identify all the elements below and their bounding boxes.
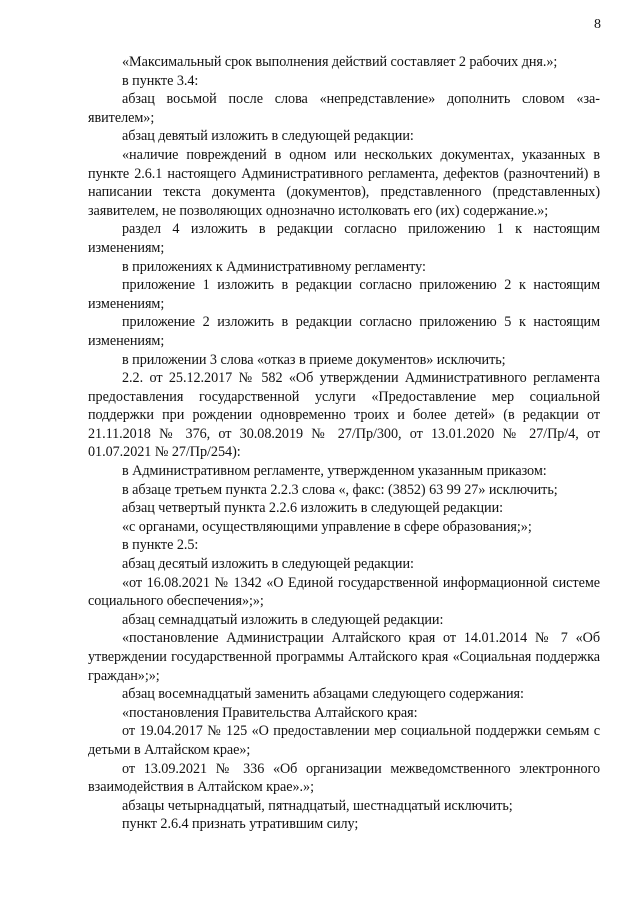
paragraph: от 13.09.2021 № 336 «Об организации межведомственного электронного взаимодействия в Алтайском крае».»; [88, 760, 600, 796]
paragraph: абзацы четырнадцатый, пятнадцатый, шестнадцатый исключить; [122, 797, 513, 814]
paragraph: в приложениях к Административному регламенту: [122, 258, 426, 275]
paragraph: «от 16.08.2021 № 1342 «О Единой государственной информационной системе социального обеспечения»;»; [88, 574, 600, 610]
paragraph: «постановление Администрации Алтайского края от 14.01.2014 № 7 «Об утверждении государственной программы Алтайского края «Социальная поддержка граждан»;»; [88, 630, 600, 684]
paragraph: в абзаце третьем пункта 2.2.3 слова «, факс: (3852) 63 99 27» исключить; [122, 481, 558, 498]
paragraph: в приложении 3 слова «отказ в приеме документов» исключить; [122, 351, 506, 368]
paragraph: абзац четвертый пункта 2.2.6 изложить в следующей редакции: [122, 500, 504, 517]
paragraph: раздел 4 изложить в редакции согласно приложению 1 к настоящим изменениям; [88, 221, 600, 256]
paragraph: в пункте 2.5: [122, 537, 199, 554]
document-body [88, 53, 600, 834]
paragraph: «с органами, осуществляющими управление в сфере образования;»; [122, 518, 532, 535]
paragraph: 2.2. от 25.12.2017 № 582 «Об утверждении Административного регламента предоставления государственной услуги «Предоставление мер социальной поддержки при рождении одновременно троих и более детей» (в редакции от 21.11.2018 № 376, от 30.08.2019 № 27/Пр/300, от 13.01.2020 № 27/Пр/4, от 01.07.2021 № 27/Пр/254): [88, 370, 600, 461]
paragraph: абзац восемнадцатый заменить абзацами следующего содержания: [122, 686, 524, 703]
paragraph: в Административном регламенте, утвержденном указанным приказом: [122, 463, 547, 480]
page-number: 8 [594, 17, 601, 32]
paragraph: «постановления Правительства Алтайского края: [122, 704, 418, 721]
paragraph: от 19.04.2017 № 125 «О предоставлении мер социальной поддержки семьям с детьми в Алтайском крае»; [88, 723, 600, 758]
paragraph: пункт 2.6.4 признать утратившим силу; [122, 816, 359, 833]
paragraph: абзац десятый изложить в следующей редакции: [122, 556, 414, 573]
paragraph: «Максимальный срок выполнения действий составляет 2 рабочих дня.»; [122, 54, 558, 70]
paragraph: абзац семнадцатый изложить в следующей редакции: [122, 611, 444, 628]
paragraph: абзац восьмой после слова «непредставление» дополнить словом «заявителем»; [88, 91, 600, 126]
paragraph: приложение 2 изложить в редакции согласно приложению 5 к настоящим изменениям; [88, 314, 600, 349]
paragraph: в пункте 3.4: [122, 72, 199, 89]
paragraph: абзац девятый изложить в следующей редакции: [122, 128, 414, 145]
paragraph: «наличие повреждений в одном или нескольких документах, указанных в пункте 2.6.1 настоящего Административного регламента, дефектов (разночтений) в написании текста документа (документов), представленного (представленных) заявителем, не позволяющих однозначно истолковать его (их) содержание.»; [88, 146, 600, 219]
paragraph: приложение 1 изложить в редакции согласно приложению 2 к настоящим изменениям; [88, 277, 600, 312]
